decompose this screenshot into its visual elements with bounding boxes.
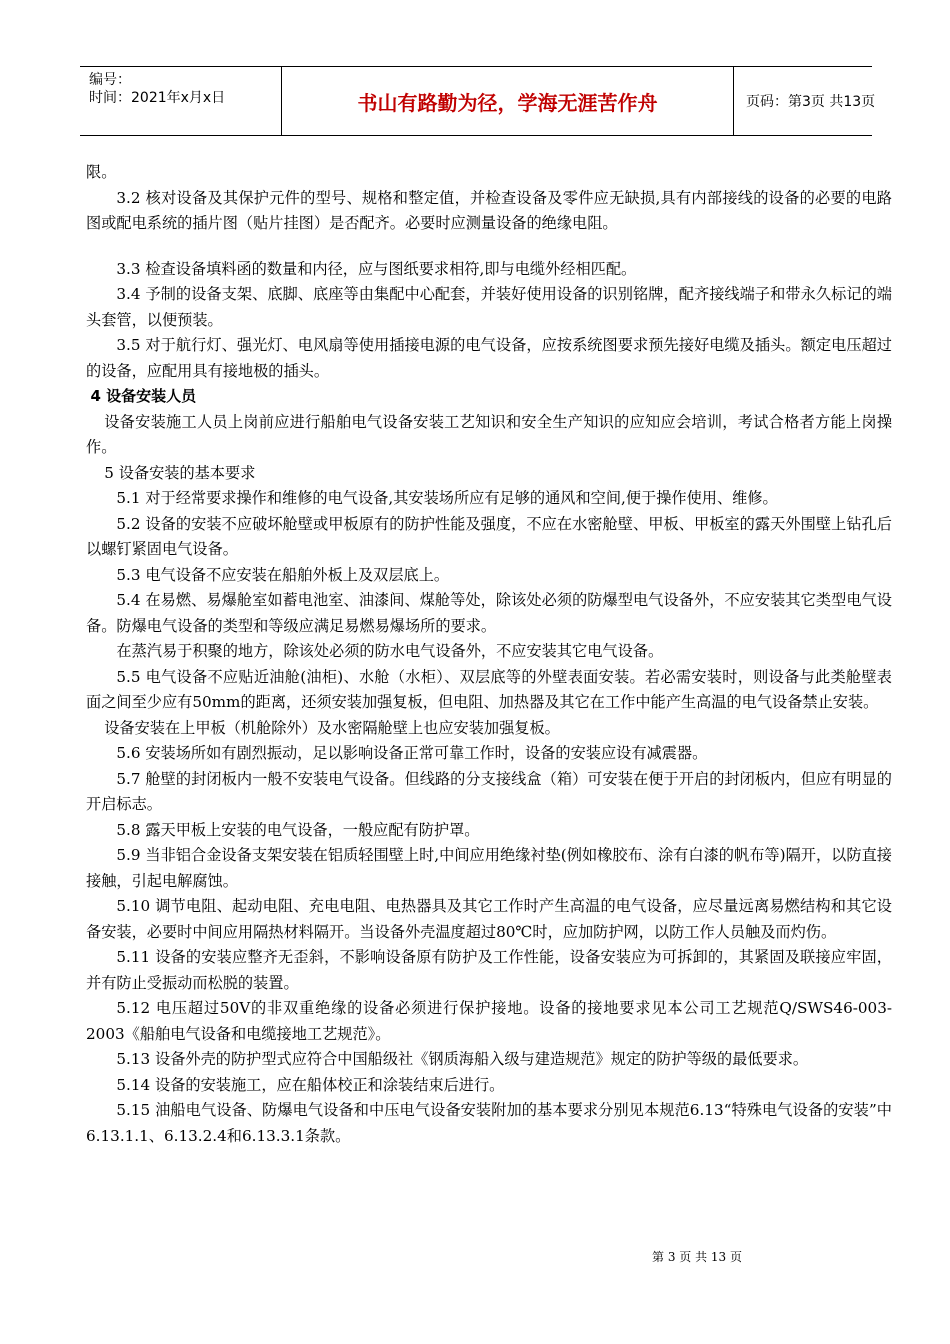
paragraph: 5.13 设备外壳的防护型式应符合中国船级社《钢质海船入级与建造规范》规定的防护等级的最低要求。: [116, 1050, 809, 1068]
paragraph: 设备安装施工人员上岗前应进行船舶电气设备安装工艺知识和安全生产知识的应知应会培训，考试合格者方能上岗操作。: [86, 412, 892, 456]
section-heading: 4 设备安装人员: [90, 387, 197, 405]
paragraph: 5.4 在易燃、易爆舱室如蓄电池室、油漆间、煤舱等处，除该处必须的防爆型电气设备外，不应安装其它类型电气设备。防爆电气设备的类型和等级应满足易燃易爆场所的要求。: [86, 591, 892, 635]
paragraph: 在蒸汽易于积聚的地方，除该处必须的防水电气设备外，不应安装其它电气设备。: [116, 642, 664, 660]
paragraph: 5.9 当非铝合金设备支架安装在铝质轻围壁上时,中间应用绝缘衬垫(例如橡胶布、涂有白漆的帆布等)隔开，以防直接接触，引起电解腐蚀。: [86, 846, 892, 890]
page-header: [80, 66, 876, 136]
header-info-cell: [80, 67, 282, 135]
paragraph: 3.3 检查设备填料函的数量和内径，应与图纸要求相符,即与电缆外经相匹配。: [116, 259, 637, 278]
paragraph: 5.12 电压超过50V的非双重绝缘的设备必须进行保护接地。设备的接地要求见本公司工艺规范Q/SWS46-003-2003《船舶电气设备和电缆接地工艺规范》。: [86, 999, 892, 1043]
paragraph: 5.10 调节电阻、起动电阻、充电电阻、电热器具及其它工作时产生高温的电气设备，应尽量远离易燃结构和其它设备安装，必要时中间应用隔热材料隔开。当设备外壳温度超过80℃时，应加防护网，以防工作人员触及而灼伤。: [86, 897, 892, 941]
paragraph: 5.1 对于经常要求操作和维修的电气设备,其安装场所应有足够的通风和空间,便于操作使用、维修。: [116, 489, 778, 507]
paragraph: 5.6 安装场所如有剧烈振动，足以影响设备正常可靠工作时，设备的安装应设有减震器。: [116, 744, 708, 762]
paragraph: 5.11 设备的安装应整齐无歪斜，不影响设备原有防护及工作性能，设备安装应为可拆卸的，其紧固及联接应牢固，并有防止受振动而松脱的装置。: [86, 948, 892, 992]
header-motto: 书山有路勤为径，学海无涯苦作舟: [282, 67, 734, 135]
paragraph: 3.5 对于航行灯、强光灯、电风扇等使用插接电源的电气设备，应按系统图要求预先接好电缆及插头。额定电压超过的设备，应配用具有接地极的插头。: [86, 336, 892, 380]
paragraph: 5.8 露天甲板上安装的电气设备，一般应配有防护罩。: [116, 820, 480, 839]
paragraph: 5.14 设备的安装施工，应在船体校正和涂装结束后进行。: [116, 1075, 505, 1094]
header-page-number: 页码：第3页 共13页: [746, 94, 876, 110]
paragraph: 5.5 电气设备不应贴近油舱(油柜)、水舱（水柜）、双层底等的外壁表面安装。若必需安装时，则设备与此类舱壁表面之间至少应有50mm的距离，还须安装加强复板，但电阻、加热器及其它在工作中能产生高温的电气设备禁止安装。: [86, 667, 892, 711]
paragraph: 5.7 舱壁的封闭板内一般不安装电气设备。但线路的分支接线盒（箱）可安装在便于开启的封闭板内，但应有明显的开启标志。: [86, 769, 892, 813]
paragraph: 5.3 电气设备不应安装在船舶外板上及双层底上。: [116, 565, 450, 584]
page-footer: 第 3 页 共 13 页: [652, 1250, 742, 1264]
paragraph: 5.2 设备的安装不应破坏舱壁或甲板原有的防护性能及强度，不应在水密舱壁、甲板、甲板室的露天外围壁上钻孔后以螺钉紧固电气设备。: [86, 514, 892, 558]
document-date-label: 时间：2021年x月x日: [89, 90, 226, 106]
paragraph: 限。: [86, 163, 117, 181]
paragraph: 3.2 核对设备及其保护元件的型号、规格和整定值，并检查设备及零件应无缺损,具有内部接线的设备的必要的电路图或配电系统的插片图（贴片挂图）是否配齐。必要时应测量设备的绝缘电阻。: [86, 188, 892, 232]
document-body: [86, 160, 892, 1149]
paragraph: 3.4 予制的设备支架、底脚、底座等由集配中心配套，并装好使用设备的识别铭牌，配齐接线端子和带永久标记的端头套管，以便预装。: [86, 285, 892, 329]
paragraph: 设备安装在上甲板（机舱除外）及水密隔舱壁上也应安装加强复板。: [104, 718, 560, 737]
paragraph: 5.15 油船电气设备、防爆电气设备和中压电气设备安装附加的基本要求分别见本规范6.13“特殊电气设备的安装”中6.13.1.1、6.13.2.4和6.13.3.1条款。: [86, 1101, 892, 1145]
document-number-label: 编号：: [89, 72, 131, 88]
section-heading: 5 设备安装的基本要求: [104, 463, 256, 482]
